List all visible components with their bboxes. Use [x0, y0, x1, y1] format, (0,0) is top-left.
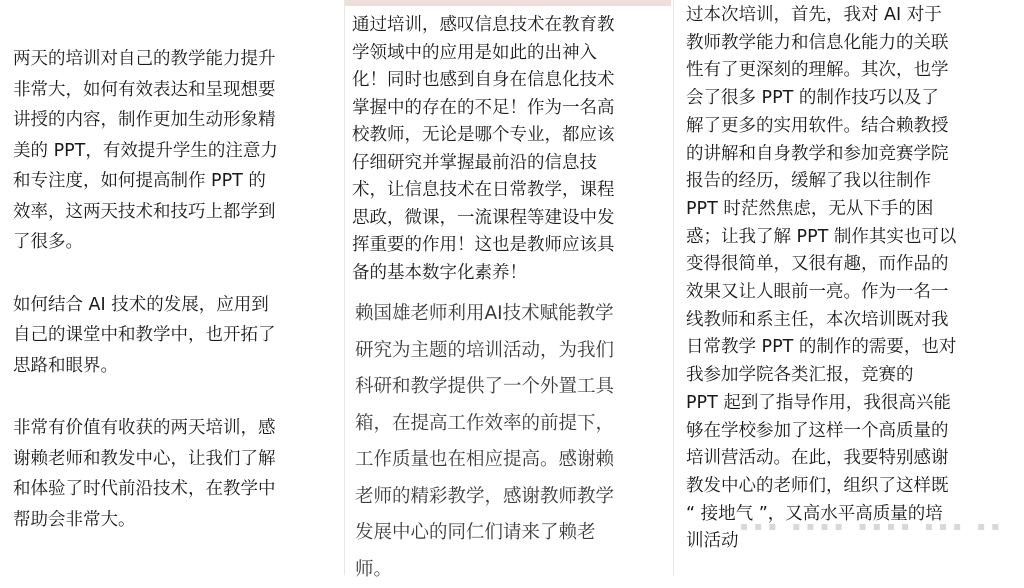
- feedback-paragraph-2: 如何结合 AI 技术的发展，应用到 自己的课堂中和教学中，也开拓了 思路和眼界。: [13, 294, 276, 376]
- column-divider-right: [673, 0, 674, 575]
- column-divider-left: [344, 0, 345, 575]
- feedback-paragraph-1: 两天的培训对自己的教学能力提升 非常大，如何有效表达和呈现想要 讲授的内容，制作更加生动形象精 美的 PPT，有效提升学生的注意力 和专注度，如何提高制作 PPT 的 效率，这两天技术和技巧上都学到 了很多。: [13, 49, 278, 252]
- feedback-text: 过本次培训，首先，我对 AI 对于 教师教学能力和信息化能力的关联 性有了更深刻的理解。其次，也学 会了很多 PPT 的制作技巧以及了 解了更多的实用软件。结合赖教授 的讲解和自身教学和参加竞赛学院 报告的经历，缓解了我以往制作 PPT 时茫然焦虑，无从下手的困 惑；让我了解 PPT 制作其实也可以 变得很简单，又很有趣，而作品的 效果又让人眼前一亮。作为一名一 线教师和系主任，本次培训既对我 日常教学 PPT 的制作的需要，也对 我参加学院各类汇报，竞赛的 PPT 起到了指导作用，我很高兴能 够在学校参加了这样一个高质量的 培训营活动。在此，我要特别感谢 教发中心的老师们，组织了这样既 “ 接地气 ”，又高水平高质量的培 训活动: [686, 5, 957, 552]
- feedback-text: 通过培训，感叹信息技术在教育教 学领域中的应用是如此的出神入 化！同时也感到自身在信息化技术 掌握中的存在的不足！作为一名高 校教师，无论是哪个专业，都应该 仔细研究并掌握最前沿的信息技 术，让信息技术在日常教学，课程 思政，微课，一流课程等建设中发 挥重要的作用！这也是教师应该具 备的基本数字化素养！: [352, 15, 615, 283]
- feedback-card-left: [0, 34, 345, 530]
- feedback-paragraph-3: 非常有价值有收获的两天培训，感 谢赖老师和教发中心，让我们了解 和体验了时代前沿技术，在教学中 帮助会非常大。: [13, 418, 276, 530]
- watermark: ▪▪▪ ▪▪▪▪ ▪▪▪▪ ▪▪▪ ▪▪: [740, 519, 1006, 533]
- feedback-card-middle-bottom: [345, 290, 671, 580]
- feedback-card-right: [676, 0, 1018, 552]
- feedback-card-middle-top: [345, 0, 671, 290]
- feedback-text: 赖国雄老师利用AI技术赋能教学 研究为主题的培训活动，为我们 科研和教学提供了一个外置工具 箱，在提高工作效率的前提下， 工作质量也在相应提高。感谢赖 老师的精彩教学，感谢教师教学 发展中心的同仁们请来了赖老 师。: [355, 303, 615, 580]
